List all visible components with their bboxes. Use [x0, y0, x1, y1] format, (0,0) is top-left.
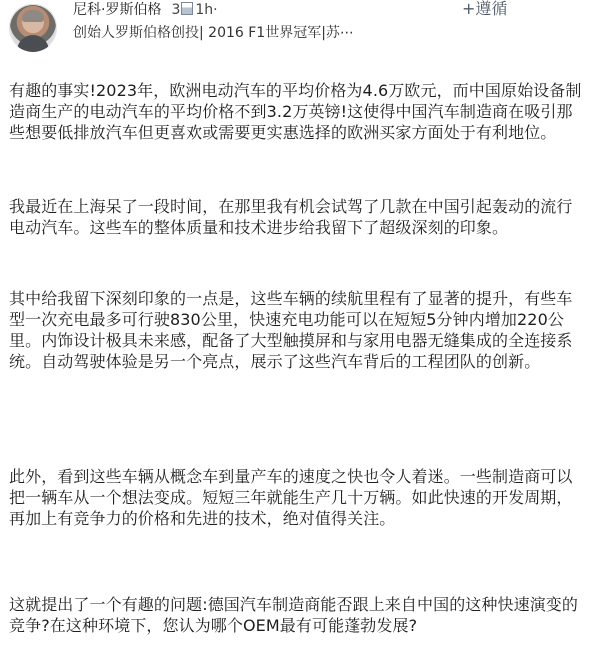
post-paragraph-3: 其中给我留下深刻印象的一点是，这些车辆的续航里程有了显著的提升，有些车型一次充电最多可行驶830公里，快速充电功能可以在短短5分钟内增加220公里。内饰设计极具未来感，配备了大型触摸屏和与家用电器无缝集成的全连接系统。自动驾驶体验是另一个亮点，展示了这些汽车背后的工程团队的创新。	[9, 289, 573, 371]
post-paragraph-2: 我最近在上海呆了一段时间，在那里我有机会试驾了几款在中国引起轰动的流行电动汽车。这些车的整体质量和技术进步给我留下了超级深刻的印象。	[9, 197, 573, 237]
author-name[interactable]: 尼科·罗斯伯格	[73, 2, 162, 18]
author-line	[73, 0, 218, 20]
degree-icon	[181, 2, 193, 15]
connection-degree: 3	[171, 0, 193, 20]
post-header	[0, 0, 600, 60]
follow-button[interactable]: +遵循	[462, 0, 508, 18]
avatar[interactable]	[9, 4, 57, 52]
author-headline: 创始人罗斯伯格创投| 2016 F1世界冠军|苏⋯	[73, 25, 354, 41]
post-paragraph-4: 此外，看到这些车辆从概念车到量产车的速度之快也令人着迷。一些制造商可以把一辆车从一个想法变成。短短三年就能生产几十万辆。如此快速的开发周期，再加上有竞争力的价格和先进的技术，绝对值得关注。	[9, 467, 573, 528]
post-time: 1h·	[195, 2, 218, 18]
post-paragraph-5: 这就提出了一个有趣的问题:德国汽车制造商能否跟上来自中国的这种快速演变的竞争?在这种环境下，您认为哪个OEM最有可能蓬勃发展?	[9, 595, 578, 635]
post-paragraph-1: 有趣的事实!2023年，欧洲电动汽车的平均价格为4.6万欧元，而中国原始设备制造商生产的电动汽车的平均价格不到3.2万英镑!这使得中国汽车制造商在吸引那些想要低排放汽车但更喜欢或需要更实惠选择的欧洲买家方面处于有利地位。	[9, 81, 582, 142]
